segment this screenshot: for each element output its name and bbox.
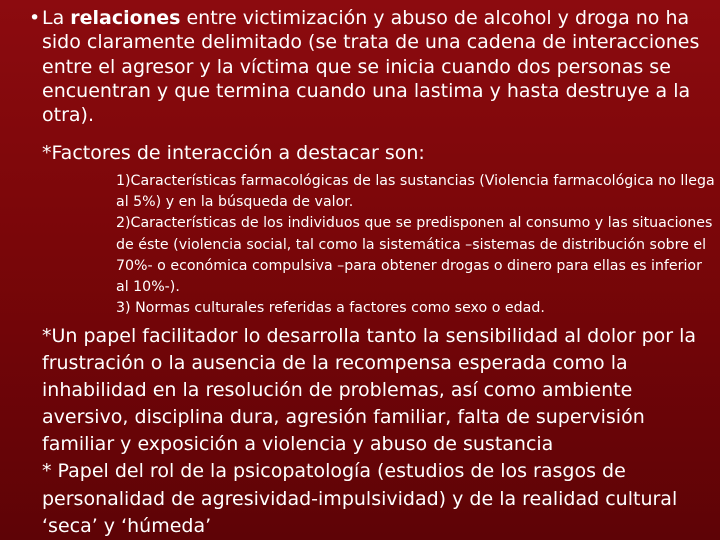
intro-paragraph: [29, 6, 717, 127]
bullet-icon: •: [29, 7, 41, 29]
factors-title: *Factores de interacción a destacar son:: [42, 142, 425, 164]
factor-item-2: 2)Características de los individuos que se predisponen al consumo y las situaciones de éste (violencia social, tal como la sistemática –sistemas de distribución sobre el 70%- o económica compulsiva –para obtener drogas o dinero para ellas es inferior al 10%-).: [116, 215, 713, 296]
factor-item-3: 3) Normas culturales referidas a factores como sexo o edad.: [116, 300, 545, 317]
factor-item-1: 1)Características farmacológicas de las sustancias (Violencia farmacológica no llega al 5%) y en la búsqueda de valor.: [116, 173, 715, 211]
psychopathology-paragraph: * Papel del rol de la psicopatología (estudios de los rasgos de personalidad de agresividad-impulsividad) y de la realidad cultural ‘seca’ y ‘húmeda’: [42, 460, 678, 537]
factors-list: [116, 171, 716, 319]
lower-section: [42, 323, 717, 540]
intro-lead: La: [42, 7, 71, 29]
intro-rest: entre victimización y abuso de alcohol y droga no ha sido claramente delimitado (se trata de una cadena de interacciones entre el agresor y la víctima que se inicia cuando dos personas se encuentran y que termina cuando una lastima y hasta destruye a la otra).: [42, 7, 700, 127]
facilitator-paragraph: *Un papel facilitador lo desarrolla tanto la sensibilidad al dolor por la frustración o la ausencia de la recompensa esperada como la inhabilidad en la resolución de problemas, así como ambiente aversivo, disciplina dura, agresión familiar, falta de supervisión familiar y exposición a violencia y abuso de sustancia: [42, 325, 697, 456]
intro-bold-term: relaciones: [70, 7, 181, 29]
